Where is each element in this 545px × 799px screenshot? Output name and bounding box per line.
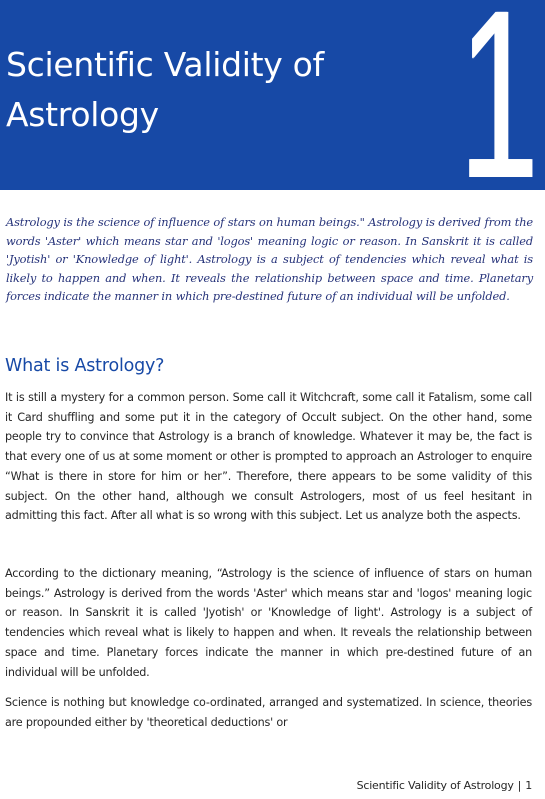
body-paragraph: According to the dictionary meaning, “Astrology is the science of influence of stars on human beings.” Astrology is derived from the words 'Aster' which means star and 'logos' meaning logic or reason. In Sanskrit it is called 'Jyotish' or 'Knowledge of light'. Astrology is a subject of tendencies which reveal what is likely to happen and when. It reveals the relationship between space and time. Planetary forces indicate the manner in which pre-destined future of an individual will be unfolded. (5, 567, 532, 679)
chapter-number: 1 (458, 0, 539, 190)
body-paragraph: Science is nothing but knowledge co-ordinated, arranged and systematized. In science, theories are propounded either by 'theoretical deductions' or (5, 696, 532, 729)
section-heading: What is Astrology? (5, 356, 165, 376)
page-number: 1 (525, 779, 532, 792)
chapter-title (6, 40, 324, 140)
intro-paragraph: Astrology is the science of influence of stars on human beings." Astrology is derived from the words 'Aster' which means star and 'logos' meaning logic or reason. In Sanskrit it is called 'Jyotish' or 'Knowledge of light'. Astrology is a subject of tendencies which reveal what is likely to happen and when. It reveals the relationship between space and time. Planetary forces indicate the manner in which pre-destined future of an individual will be unfolded. (6, 215, 533, 303)
footer-separator: | (517, 779, 522, 792)
page-footer (357, 779, 532, 792)
running-title: Scientific Validity of Astrology (356, 779, 514, 792)
chapter-banner (0, 0, 545, 190)
chapter-title-line-2: Astrology (6, 95, 159, 134)
chapter-title-line-1: Scientific Validity of (6, 45, 324, 84)
body-paragraph: It is still a mystery for a common person. Some call it Witchcraft, some call it Fatalism, some call it Card shuffling and some put it in the category of Occult subject. On the other hand, some people try to convince that Astrology is a branch of knowledge. Whatever it may be, the fact is that every one of us at some moment or other is prompted to approach an Astrologer to enquire “What is there in store for him or her”. Therefore, there appears to be some validity of this subject. On the other hand, although we consult Astrologers, most of us feel hesitant in admitting this fact. After all what is so wrong with this subject. Let us analyze both the aspects. (5, 391, 532, 523)
